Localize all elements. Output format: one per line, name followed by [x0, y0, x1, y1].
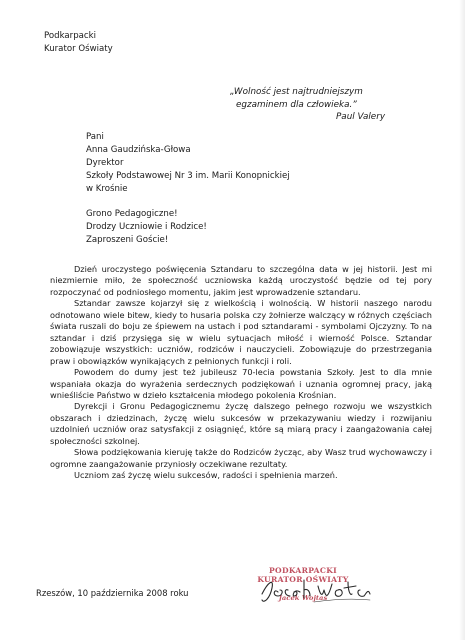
body-paragraph-6: Uczniom zaś życzę wielu sukcesów, radości i spełnienia marzeń. — [74, 470, 338, 481]
sender-block — [44, 30, 113, 55]
epigraph — [230, 86, 385, 124]
body-paragraph-3: Powodem do dumy jest też jubileusz 70-lecia powstania Szkoły. Jest to dla mnie wspaniała okazja do wyrażenia serdecznych podziękowań i uznania ogromnej pracy, jaką wnieśliście Państwo w dzieło kształcenia młodego pokolenia Krośnian. — [50, 367, 432, 400]
body-paragraph-2: Sztandar zawsze kojarzył się z wielkością i wolnością. W historii naszego narodu odnotowano wiele bitew, kiedy to husaria polska czy żołnierze walczący w różnych częściach świata ruszali do boju ze śpiewem na ustach i pod sztandarami - symbolami Ojczyzny. To na sztandar i dziś przysięga się w wielu sytuacjach miłość i wierność Polsce. Sztandar zobowiązuje wszystkich: uczniów, rodziców i nauczycieli. Zobowiązuje do przestrzegania praw i obowiązków wynikających z pełnionych funkcji i roli. — [50, 298, 432, 366]
greeting-line-1: Grono Pedagogiczne! — [86, 209, 178, 219]
letter-body — [50, 264, 432, 482]
addressee-block — [86, 131, 290, 196]
stamp-line-1: PODKARPACKI — [269, 566, 337, 575]
addressee-name: Anna Gaudzińska-Głowa — [86, 145, 191, 155]
stamp-line-2: KURATOR OŚWIATY — [257, 575, 349, 584]
epigraph-line-1: „Wolność jest najtrudniejszym — [230, 87, 363, 97]
scan-edge — [459, 0, 465, 640]
addressee-salutation: Pani — [86, 132, 104, 142]
sender-line-2: Kurator Oświaty — [44, 43, 113, 54]
addressee-city: w Krośnie — [86, 184, 128, 194]
body-paragraph-5: Słowa podziękowania kieruję także do Rodziców życząc, aby Wasz trud wychowawczy i ogromne zaangażowanie przyniosły oczekiwane rezultaty. — [50, 447, 432, 469]
greeting-line-2: Drodzy Uczniowie i Rodzice! — [86, 222, 207, 232]
greeting-block — [86, 208, 207, 247]
epigraph-line-2: egzaminem dla człowieka.” — [236, 99, 357, 110]
greeting-line-3: Zaproszeni Goście! — [86, 235, 169, 245]
letter-date: Rzeszów, 10 października 2008 roku — [36, 588, 189, 598]
body-paragraph-4: Dyrekcji i Gronu Pedagogicznemu życzę dalszego pełnego rozwoju we wszystkich obszarach i dziedzinach, życzę wielu sukcesów w przekazywaniu wiedzy i rozwijaniu uzdolnień uczniów oraz satysfakcji z osiągnięć, które są miarą pracy i zaangażowania całej społeczności szkolnej. — [50, 401, 432, 446]
epigraph-author: Paul Valery — [336, 112, 386, 122]
handwritten-signature — [258, 568, 376, 612]
body-paragraph-1: Dzień uroczystego poświęcenia Sztandaru to szczególna data w jej historii. Jest mi niezmiernie miło, że społeczność uczniowska każdą uroczystość będzie od tej pory rozpoczynać od podniosłego momentu, jakim jest wprowadzenie sztandaru. — [50, 264, 432, 297]
addressee-school: Szkoły Podstawowej Nr 3 im. Marii Konopnickiej — [86, 171, 290, 181]
sender-line-1: Podkarpacki — [44, 31, 97, 41]
addressee-title: Dyrektor — [86, 158, 124, 168]
stamp-line-3: Jacek Wojtas — [278, 594, 328, 602]
